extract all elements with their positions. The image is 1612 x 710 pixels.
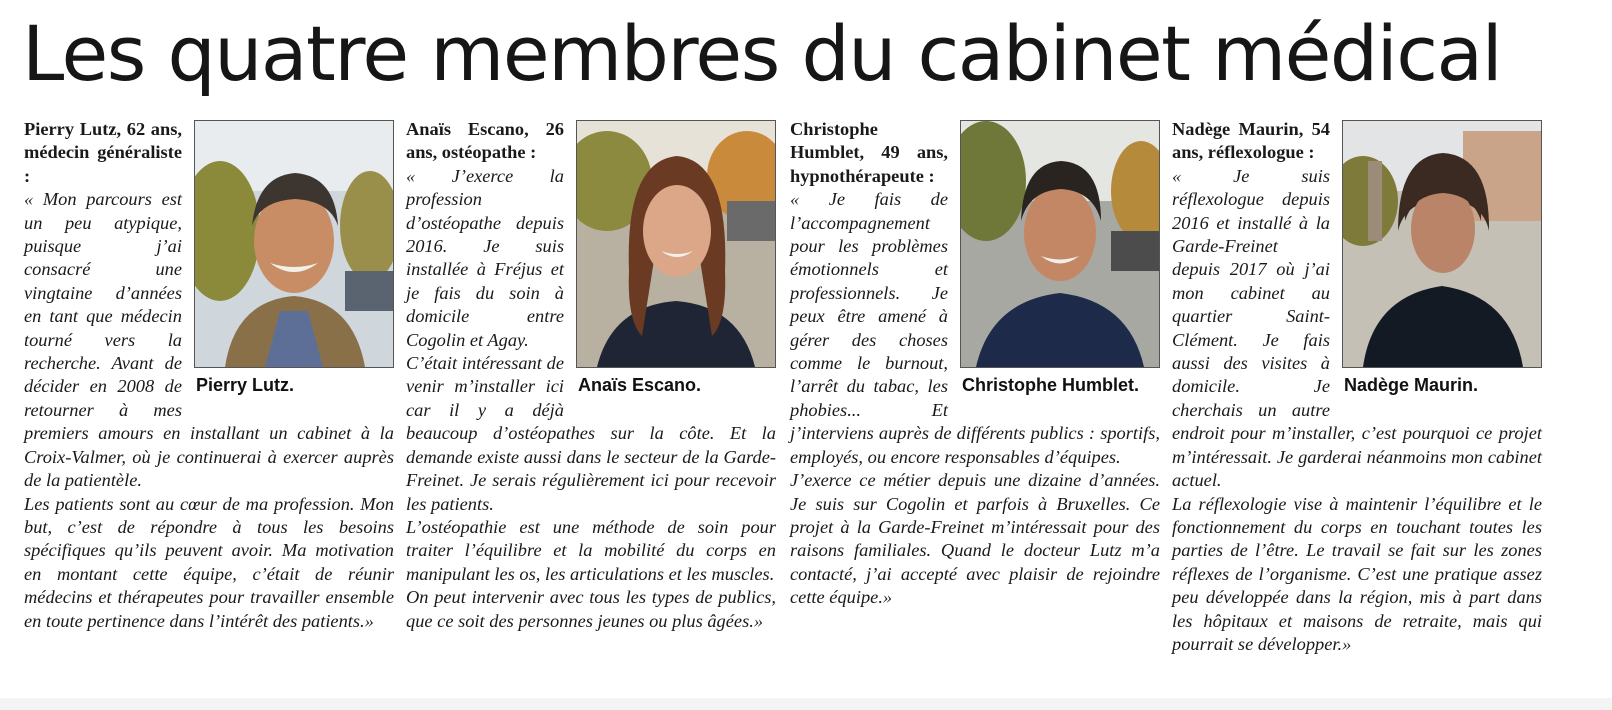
member-column-nadege-maurin — [1172, 118, 1542, 688]
portrait-photo-nadege-maurin — [1342, 120, 1542, 368]
member-quote-paragraph: « Je fais de l’accompagnement pour les problèmes émotionnels et professionnels. Je peux être amené à gérer des choses comme le burnout, l’arrêt du tabac, les phobies... Et j’interviens auprès de différents publics : sportifs, employés, ou encore responsables d’équipes. — [790, 189, 1160, 467]
member-intro: Anaïs Escano, 26 ans, ostéopathe : — [406, 119, 564, 163]
member-quote-paragraph: L’ostéopathie est une méthode de soin pour traiter l’équilibre et la mobilité du corps en manipulant les os, les articulations et les muscles. — [406, 516, 776, 584]
article-headline: Les quatre membres du cabinet médical — [22, 9, 1502, 98]
member-quote-paragraph: C’était intéressant de venir m’installer ici car il y a déjà beaucoup d’ostéopathes sur la côte. Et la demande existe aussi dans le secteur de la Garde-Freinet. Je serais régulièrement ici pour recevoir les patients. — [406, 353, 776, 514]
portrait-photo-christophe-humblet — [960, 120, 1160, 368]
member-column-pierry-lutz — [24, 118, 394, 688]
photo-caption: Pierry Lutz. — [196, 375, 295, 395]
member-quote-paragraph: « Mon parcours est un peu atypique, puisque j’ai consacré une vingtaine d’années en tant que médecin tourné vers la recherche. Avant de décider en 2008 de retourner à mes premiers amours en installant un cabinet à la Croix-Valmer, où je continuerai à exercer auprès de la patientèle. — [24, 189, 394, 491]
member-column-anais-escano — [406, 118, 776, 688]
portrait-photo-anais-escano — [576, 120, 776, 368]
photo-block — [960, 120, 1160, 396]
member-intro: Nadège Maurin, 54 ans, réflexologue : — [1172, 119, 1330, 163]
member-quote-paragraph: La réflexologie vise à maintenir l’équilibre et le fonctionnement du corps en touchant toutes les parties de l’être. Le travail se fait sur les zones réflexes de l’organisme. C’est une pratique assez peu développée dans la région, mis à part dans les hôpitaux et maisons de retraite, mais qui pourrait se développer.» — [1172, 493, 1542, 654]
portrait-image — [577, 121, 775, 367]
member-quote-paragraph: « Je suis réflexologue depuis 2016 et installé à la Garde-Freinet depuis 2017 où j’ai mon cabinet au quartier Saint-Clément. Je fais aussi des visites à domicile. Je cherchais un autre endroit pour m’installer, c’est pourquoi ce projet m’intéressait. Je garderai néanmoins mon cabinet actuel. — [1172, 165, 1542, 491]
photo-caption: Christophe Humblet. — [962, 375, 1140, 395]
member-quote-paragraph: On peut intervenir avec tous les types de publics, que ce soit des personnes jeunes ou plus âgées.» — [406, 587, 776, 631]
photo-block — [576, 120, 776, 396]
photo-block — [194, 120, 394, 396]
portrait-photo-pierry-lutz — [194, 120, 394, 368]
member-quote-paragraph: Les patients sont au cœur de ma profession. Mon but, c’est de répondre à tous les besoins spécifiques qu’ils peuvent avoir. Ma motivation en montant cette équipe, c’était de réunir médecins et thérapeutes pour travailler ensemble en toute pertinence dans l’intérêt des patients.» — [24, 493, 394, 631]
photo-block — [1342, 120, 1542, 396]
member-quote-paragraph: J’exerce ce métier depuis une dizaine d’années. Je suis sur Cogolin et parfois à Bruxelles. Ce projet à la Garde-Freinet m’intéressait pour des raisons familiales. Quand le docteur Lutz m’a contacté, j’ai accepté avec plaisir de rejoindre cette équipe.» — [790, 470, 1160, 608]
page-bottom-strip — [0, 698, 1612, 710]
photo-caption: Anaïs Escano. — [578, 375, 702, 395]
member-quote-paragraph: « J’exerce la profession d’ostéopathe depuis 2016. Je suis installée à Fréjus et je fais du soin à domicile entre Cogolin et Agay. — [406, 165, 564, 350]
portrait-image — [961, 121, 1159, 367]
member-intro: Christophe Humblet, 49 ans, hypnothérapeute : — [790, 119, 948, 186]
member-intro: Pierry Lutz, 62 ans, médecin généraliste : — [24, 119, 182, 186]
portrait-image — [1343, 121, 1541, 367]
portrait-image — [195, 121, 393, 367]
member-column-christophe-humblet — [790, 118, 1160, 688]
photo-caption: Nadège Maurin. — [1344, 375, 1479, 395]
